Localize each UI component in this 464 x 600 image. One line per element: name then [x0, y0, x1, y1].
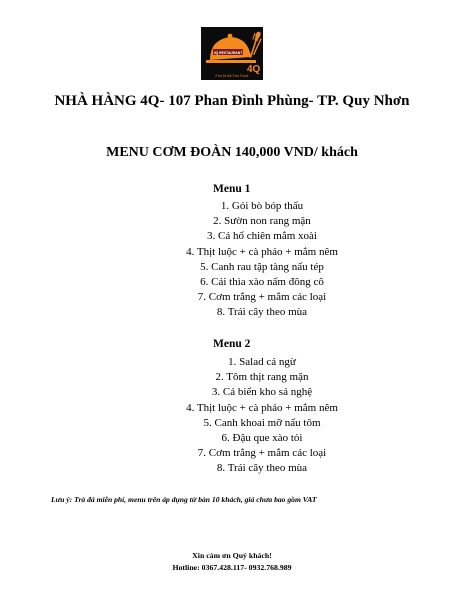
list-item: 5. Canh rau tập tàng nấu tép — [200, 260, 324, 273]
footer-note: Lưu ý: Trà đá miễn phí, menu trên áp dụng từ bàn 10 khách, giá chưa bao gồm VAT — [51, 495, 317, 504]
list-item: 4. Thịt luộc + cà pháo + mắm nêm — [186, 245, 338, 258]
list-item: 1. Gỏi bò bóp thấu — [220, 200, 304, 212]
page-title: NHÀ HÀNG 4Q- 107 Phan Đình Phùng- TP. Quy Nhơn — [54, 93, 410, 109]
list-item: 3. Cá biển kho sả nghệ — [211, 386, 313, 399]
menu-2-list — [162, 355, 362, 477]
hotline-text: Hotline: 0367.428.117- 0932.768.989 — [172, 563, 292, 572]
logo-tagline: Fun Drink Fun Food — [215, 74, 249, 78]
menu-1-list — [162, 199, 362, 321]
list-item: 6. Cải thìa xào nấm đông cô — [200, 276, 324, 289]
logo-text: 4Q — [247, 64, 261, 75]
menu-2-heading: Menu 2 — [213, 338, 251, 350]
restaurant-logo — [201, 27, 263, 80]
list-item: 8. Trái cây theo mùa — [216, 306, 308, 319]
list-item: 7. Cơm trắng + mắm các loại — [197, 291, 327, 304]
thank-you-text: Xin cảm ơn Quý khách! — [192, 551, 272, 560]
list-item: 2. Sườn non rang mặn — [213, 215, 311, 228]
list-item: 5. Canh khoai mỡ nấu tôm — [203, 416, 321, 429]
menu-subtitle: MENU CƠM ĐOÀN 140,000 VND/ khách — [106, 145, 358, 160]
list-item: 6. Đậu que xào tỏi — [221, 432, 303, 445]
list-item: 7. Cơm trắng + mắm các loại — [197, 447, 327, 460]
menu-1-heading: Menu 1 — [213, 183, 251, 195]
list-item: 1. Salad cá ngừ — [228, 356, 296, 368]
list-item: 3. Cá hố chiên mắm xoài — [207, 230, 317, 243]
list-item: 4. Thịt luộc + cà pháo + mắm nêm — [186, 401, 338, 414]
list-item: 2. Tôm thịt rang mặn — [215, 371, 309, 384]
restaurant-cloche-logo-icon — [201, 27, 263, 80]
logo-banner-text: 4Q RESTAURANT — [213, 50, 243, 55]
list-item: 8. Trái cây theo mùa — [216, 462, 308, 475]
